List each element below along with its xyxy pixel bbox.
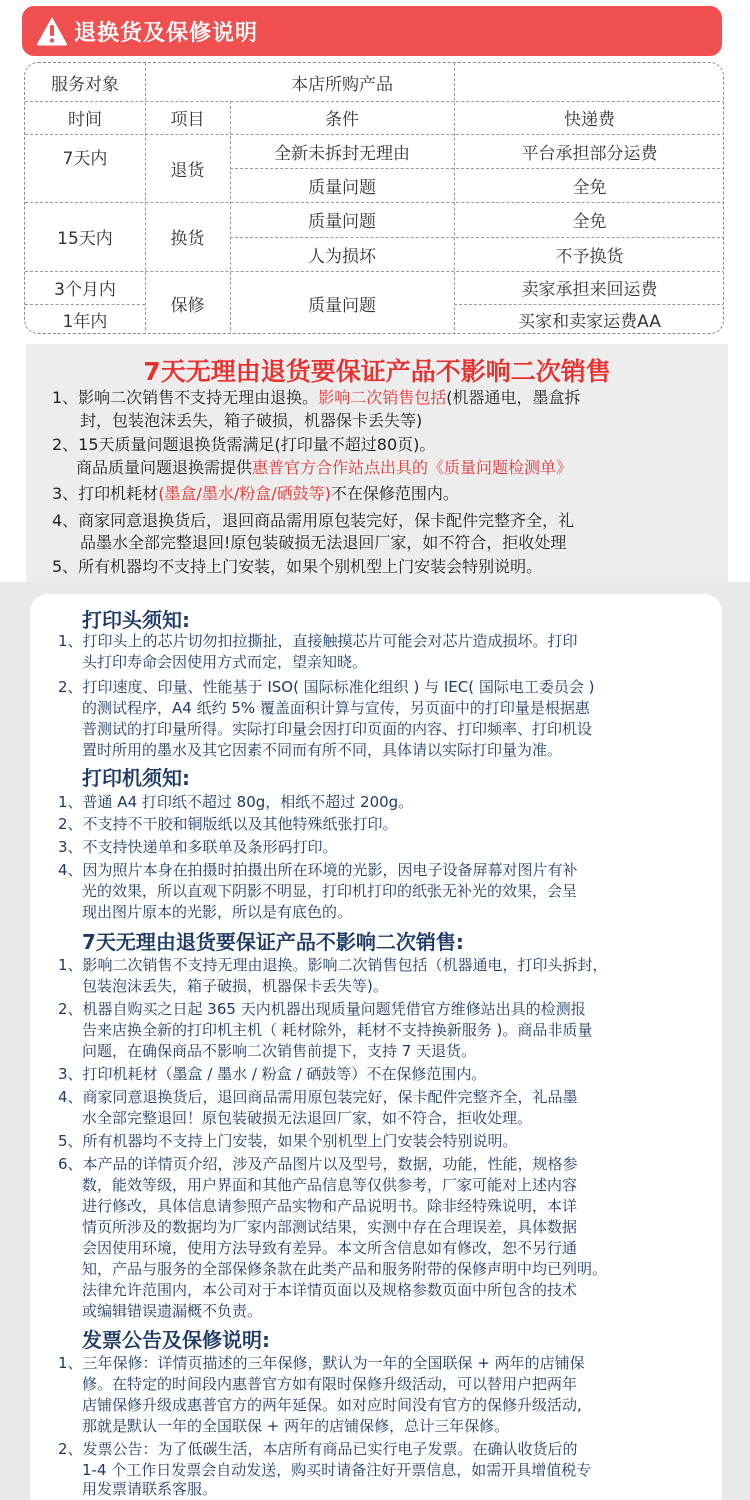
- return-heading: 7天无理由退货要保证产品不影响二次销售:: [82, 930, 464, 954]
- policy-title: 7天无理由退货要保证产品不影响二次销售: [143, 357, 611, 386]
- col-shipping-fee: 快递费: [564, 110, 615, 130]
- note-line: 用发票请联系客服。: [82, 1480, 218, 1498]
- note-line: 1、影响二次销售不支持无理由退换。影响二次销售包括（机器通电，打印头拆封，: [58, 956, 608, 974]
- policy-line: 2、15天质量问题退换货需满足(打印量不超过80页)。: [52, 435, 436, 454]
- note-line: 1、三年保修：详情页描述的三年保修，默认为一年的全国联保 + 两年的店铺保: [58, 1354, 585, 1372]
- purchased-products-label: 本店所购产品: [291, 74, 393, 95]
- note-line: 1、普通 A4 打印纸不超过 80g，相纸不超过 200g。: [58, 793, 414, 811]
- policy-line: 4、商家同意退换货后，退回商品需用原包装完好，保卡配件完整齐全，礼: [52, 511, 575, 530]
- note-line: 法律允许范围内，本公司对于本详情页面以及规格参数页面中所包含的技术: [82, 1281, 578, 1299]
- note-line: 数，能效等级，用户界面和其他产品信息等仅供参考，厂家可能对上述内容: [82, 1176, 578, 1194]
- note-line: 修。在特定的时间段内惠普官方如有限时保修升级活动，可以替用户把两年: [82, 1375, 578, 1393]
- note-line: 置时所用的墨水及其它因素不同而有所不同，具体请以实际打印量为准。: [82, 741, 563, 759]
- note-line: 头打印寿命会因使用方式而定，望亲知晓。: [82, 653, 368, 671]
- note-line: 情页所涉及的数据均为厂家内部测试结果，实测中存在合理误差，具体数据: [82, 1218, 578, 1236]
- note-line: 包装泡沫丢失，箱子破损，机器保卡丢失等)。: [82, 977, 388, 995]
- col-condition: 条件: [325, 110, 359, 130]
- table-cell: 卖家承担来回运费: [521, 280, 658, 300]
- policy-line: 3、打印机耗材(墨盒/墨水/粉盒/硒鼓等)不在保修范围内。: [52, 484, 459, 503]
- note-line: 现出图片原本的光影，所以是有底色的。: [82, 903, 353, 921]
- note-line: 2、机器自购买之日起 365 天内机器出现质量问题凭借官方维修站出具的检测报: [58, 1000, 586, 1018]
- note-line: 5、所有机器均不支持上门安装，如果个别机型上门安装会特别说明。: [58, 1132, 518, 1150]
- printhead-heading: 打印头须知:: [82, 608, 190, 632]
- note-line: 知，产品与服务的全部保修条款在此类产品和服务附带的保修声明中均已列明。: [82, 1260, 608, 1278]
- note-line: 6、本产品的详情页介绍，涉及产品图片以及型号，数据，功能，性能，规格参: [58, 1155, 578, 1173]
- invoice-heading: 发票公告及保修说明:: [82, 1328, 270, 1352]
- table-cell: 不予换货: [555, 246, 624, 267]
- note-line: 3、打印机耗材（墨盒 / 墨水 / 粉盒 / 硒鼓等）不在保修范围内。: [58, 1065, 487, 1083]
- time-3-months: 3个月内: [54, 280, 116, 300]
- table-cell: 全免: [572, 177, 607, 198]
- return-policy-section: [26, 344, 728, 584]
- policy-line: 品墨水全部完整退回!原包装破损无法退回厂家，如不符合，拒收处理: [80, 533, 567, 552]
- time-1-year: 1年内: [62, 312, 108, 332]
- note-line: 光的效果，所以直观下阴影不明显，打印机打印的纸张无补光的效果，会呈: [82, 882, 578, 900]
- note-line: 告来店换全新的打印机主机（ 耗材除外，耗材不支持换新服务 )。商品非质量: [82, 1021, 593, 1039]
- policy-line: 商品质量问题退换需提供惠普官方合作站点出具的《质量问题检测单》: [76, 458, 573, 477]
- service-target-label: 服务对象: [51, 74, 119, 95]
- col-time: 时间: [68, 110, 102, 130]
- policy-line: 5、所有机器均不支持上门安装，如果个别机型上门安装会特别说明。: [52, 557, 543, 576]
- note-line: 普测试的打印量所得。实际打印量会因打印页面的内容、打印频率、打印机设: [82, 720, 593, 738]
- table-cell: 平台承担部分运费: [521, 143, 658, 164]
- time-7-days: 7天内: [62, 149, 108, 169]
- item-exchange: 换货: [170, 229, 205, 249]
- note-line: 2、不支持不干胶和铜版纸以及其他特殊纸张打印。: [58, 815, 398, 833]
- note-line: 会因使用环境，使用方法导致有差异。本文所含信息如有修改，恕不另行通: [82, 1239, 578, 1257]
- service-table: [24, 62, 724, 334]
- note-line: 的测试程序，A4 纸约 5% 覆盖面积计算与宣传，另页面中的打印量是根据惠: [82, 699, 590, 717]
- note-line: 水全部完整退回！原包装破损无法退回厂家，如不符合，拒收处理。: [82, 1109, 533, 1127]
- header-banner: [22, 6, 722, 56]
- table-cell: 质量问题: [308, 212, 376, 232]
- table-cell: 买家和卖家运费AA: [518, 312, 661, 332]
- note-line: 问题，在确保商品不影响二次销售前提下，支持 7 天退货。: [82, 1042, 477, 1060]
- note-line: 2、发票公告：为了低碳生活，本店所有商品已实行电子发票。在确认收货后的: [58, 1440, 578, 1458]
- time-15-days: 15天内: [57, 229, 113, 249]
- policy-line: 封，包装泡沫丢失，箱子破损，机器保卡丢失等): [80, 411, 423, 430]
- table-cell: 人为损坏: [308, 246, 376, 267]
- note-line: 1、打印头上的芯片切勿扣拉撕扯，直接触摸芯片可能会对芯片造成损坏。打印: [58, 632, 578, 650]
- table-cell: 全免: [572, 212, 607, 232]
- note-line: 1-4 个工作日发票会自动发送，购买时请备注好开票信息，如需开具增值税专: [82, 1461, 592, 1479]
- warning-icon: [36, 16, 68, 46]
- note-line: 4、因为照片本身在拍摄时拍摄出所在环境的光影，因电子设备屏幕对图片有补: [58, 861, 578, 879]
- note-line: 4、商家同意退换货后，退回商品需用原包装完好，保卡配件完整齐全，礼品墨: [58, 1088, 578, 1106]
- note-line: 进行修改，具体信息请参照产品实物和产品说明书。除非经特殊说明，本详: [82, 1197, 578, 1215]
- item-return: 退货: [170, 160, 205, 181]
- table-cell: 质量问题: [308, 295, 376, 316]
- note-line: 3、不支持快递单和多联单及条形码打印。: [58, 838, 338, 856]
- note-line: 那就是默认一年的全国联保 + 两年的店铺保修，总计三年保修。: [82, 1417, 510, 1435]
- table-cell: 全新未拆封无理由: [274, 143, 410, 164]
- printer-heading: 打印机须知:: [82, 766, 190, 790]
- note-line: 或编辑错误遗漏概不负责。: [82, 1302, 263, 1320]
- header-title: 退换货及保修说明: [74, 20, 259, 46]
- item-warranty: 保修: [170, 295, 205, 316]
- col-item: 项目: [170, 110, 205, 130]
- note-line: 2、打印速度、印量、性能基于 ISO( 国际标准化组织 ) 与 IEC( 国际电工委员会 ): [58, 678, 595, 696]
- note-line: 店铺保修升级成惠普官方的两年延保。如对应时间没有官方的保修升级活动,: [82, 1396, 582, 1414]
- table-cell: 质量问题: [308, 177, 376, 198]
- policy-line: 1、影响二次销售不支持无理由退换。影响二次销售包括(机器通电，墨盒拆: [52, 388, 581, 407]
